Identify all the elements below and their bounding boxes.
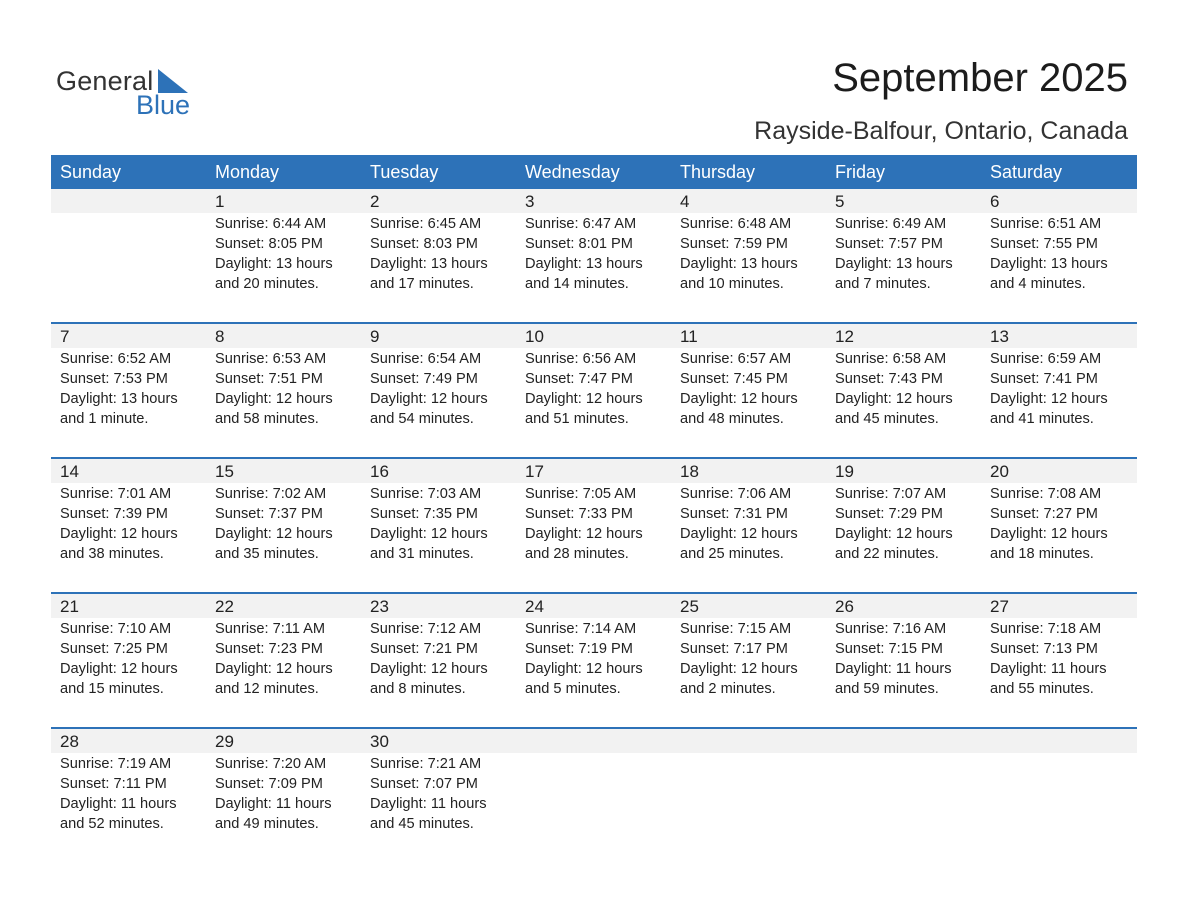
week-row bbox=[51, 594, 1137, 729]
sunset-text: Sunset: 7:09 PM bbox=[215, 776, 323, 792]
empty-day-cell bbox=[981, 729, 1136, 834]
day-info bbox=[525, 214, 671, 294]
day-cell bbox=[516, 459, 671, 564]
day-cell bbox=[671, 594, 826, 699]
day-info bbox=[370, 484, 516, 564]
day-number: 18 bbox=[680, 462, 699, 481]
daylight-text: Daylight: 11 hours bbox=[835, 661, 952, 677]
logo bbox=[56, 66, 216, 122]
minutes-text: and 54 minutes. bbox=[370, 411, 474, 427]
sunset-text: Sunset: 7:33 PM bbox=[525, 506, 633, 522]
day-info bbox=[680, 484, 826, 564]
day-cell bbox=[51, 324, 206, 429]
day-info bbox=[60, 619, 206, 699]
weekday-thursday: Thursday bbox=[680, 162, 756, 182]
day-number: 13 bbox=[990, 327, 1009, 346]
day-number: 24 bbox=[525, 597, 544, 616]
sunrise-text: Sunrise: 7:21 AM bbox=[370, 756, 482, 772]
empty-day-cell bbox=[51, 189, 206, 294]
sunrise-text: Sunrise: 7:01 AM bbox=[60, 486, 172, 502]
day-number: 7 bbox=[60, 327, 70, 346]
sunset-text: Sunset: 7:47 PM bbox=[525, 371, 633, 387]
daylight-text: Daylight: 12 hours bbox=[990, 526, 1108, 542]
day-cell bbox=[826, 324, 981, 429]
day-number: 21 bbox=[60, 597, 79, 616]
minutes-text: and 25 minutes. bbox=[680, 546, 784, 562]
sunset-text: Sunset: 7:51 PM bbox=[215, 371, 323, 387]
sunrise-text: Sunrise: 7:03 AM bbox=[370, 486, 482, 502]
day-cell bbox=[206, 189, 361, 294]
page-title: September 2025 bbox=[832, 56, 1128, 100]
minutes-text: and 7 minutes. bbox=[835, 276, 931, 292]
sunrise-text: Sunrise: 7:06 AM bbox=[680, 486, 792, 502]
day-cell bbox=[361, 189, 516, 294]
day-info bbox=[525, 484, 671, 564]
daylight-text: Daylight: 12 hours bbox=[835, 391, 953, 407]
minutes-text: and 48 minutes. bbox=[680, 411, 784, 427]
sunrise-text: Sunrise: 7:19 AM bbox=[60, 756, 172, 772]
logo-general-text: General bbox=[56, 66, 154, 96]
daylight-text: Daylight: 12 hours bbox=[835, 526, 953, 542]
daylight-text: Daylight: 12 hours bbox=[680, 526, 798, 542]
sunrise-text: Sunrise: 7:14 AM bbox=[525, 621, 637, 637]
weekday-sunday: Sunday bbox=[60, 162, 122, 182]
day-number: 2 bbox=[370, 192, 380, 211]
minutes-text: and 1 minute. bbox=[60, 411, 149, 427]
day-number: 3 bbox=[525, 192, 535, 211]
sunset-text: Sunset: 7:45 PM bbox=[680, 371, 788, 387]
sunrise-text: Sunrise: 7:07 AM bbox=[835, 486, 947, 502]
sunset-text: Sunset: 7:41 PM bbox=[990, 371, 1098, 387]
daylight-text: Daylight: 12 hours bbox=[370, 526, 488, 542]
logo-blue-text: Blue bbox=[136, 90, 191, 120]
empty-day-cell bbox=[671, 729, 826, 834]
minutes-text: and 22 minutes. bbox=[835, 546, 939, 562]
day-number: 19 bbox=[835, 462, 854, 481]
daylight-text: Daylight: 13 hours bbox=[835, 256, 953, 272]
minutes-text: and 12 minutes. bbox=[215, 681, 319, 697]
minutes-text: and 2 minutes. bbox=[680, 681, 776, 697]
day-number: 25 bbox=[680, 597, 699, 616]
empty-day-cell bbox=[826, 729, 981, 834]
sunrise-text: Sunrise: 7:15 AM bbox=[680, 621, 792, 637]
day-cell bbox=[671, 324, 826, 429]
minutes-text: and 55 minutes. bbox=[990, 681, 1094, 697]
daylight-text: Daylight: 12 hours bbox=[215, 526, 333, 542]
minutes-text: and 5 minutes. bbox=[525, 681, 621, 697]
daylight-text: Daylight: 12 hours bbox=[370, 661, 488, 677]
daylight-text: Daylight: 13 hours bbox=[525, 256, 643, 272]
empty-day-cell bbox=[516, 729, 671, 834]
sunrise-text: Sunrise: 7:05 AM bbox=[525, 486, 637, 502]
daylight-text: Daylight: 12 hours bbox=[215, 661, 333, 677]
sunrise-text: Sunrise: 6:59 AM bbox=[990, 351, 1102, 367]
sunrise-text: Sunrise: 6:54 AM bbox=[370, 351, 482, 367]
day-info bbox=[215, 214, 361, 294]
sunset-text: Sunset: 7:57 PM bbox=[835, 236, 943, 252]
day-cell bbox=[361, 459, 516, 564]
day-number: 11 bbox=[680, 327, 698, 346]
week-days bbox=[51, 459, 1137, 564]
sunset-text: Sunset: 7:17 PM bbox=[680, 641, 788, 657]
minutes-text: and 51 minutes. bbox=[525, 411, 629, 427]
weekday-friday: Friday bbox=[835, 162, 886, 182]
sunset-text: Sunset: 7:25 PM bbox=[60, 641, 168, 657]
day-number: 6 bbox=[990, 192, 1000, 211]
week-row bbox=[51, 189, 1137, 324]
day-info bbox=[215, 349, 361, 429]
day-cell bbox=[516, 189, 671, 294]
day-info bbox=[370, 619, 516, 699]
minutes-text: and 18 minutes. bbox=[990, 546, 1094, 562]
sunset-text: Sunset: 8:03 PM bbox=[370, 236, 478, 252]
sunset-text: Sunset: 7:49 PM bbox=[370, 371, 478, 387]
day-info bbox=[835, 484, 981, 564]
day-cell bbox=[981, 594, 1136, 699]
sunset-text: Sunset: 7:43 PM bbox=[835, 371, 943, 387]
location-subtitle: Rayside-Balfour, Ontario, Canada bbox=[754, 117, 1128, 145]
sunrise-text: Sunrise: 6:52 AM bbox=[60, 351, 172, 367]
day-number: 9 bbox=[370, 327, 380, 346]
day-number: 1 bbox=[215, 192, 225, 211]
day-number: 4 bbox=[680, 192, 690, 211]
day-info bbox=[370, 214, 516, 294]
calendar bbox=[51, 155, 1137, 864]
weekday-header bbox=[51, 155, 1137, 189]
sunrise-text: Sunrise: 6:56 AM bbox=[525, 351, 637, 367]
day-number: 20 bbox=[990, 462, 1009, 481]
day-cell bbox=[516, 324, 671, 429]
sunset-text: Sunset: 7:15 PM bbox=[835, 641, 943, 657]
day-info bbox=[835, 214, 981, 294]
day-number: 22 bbox=[215, 597, 234, 616]
day-number: 12 bbox=[835, 327, 854, 346]
daylight-text: Daylight: 12 hours bbox=[990, 391, 1108, 407]
day-info bbox=[60, 349, 206, 429]
day-cell bbox=[981, 324, 1136, 429]
minutes-text: and 31 minutes. bbox=[370, 546, 474, 562]
sunrise-text: Sunrise: 6:49 AM bbox=[835, 216, 947, 232]
sunrise-text: Sunrise: 7:11 AM bbox=[215, 621, 326, 637]
daylight-text: Daylight: 11 hours bbox=[370, 796, 487, 812]
week-row bbox=[51, 729, 1137, 864]
sunset-text: Sunset: 7:37 PM bbox=[215, 506, 323, 522]
daylight-text: Daylight: 12 hours bbox=[370, 391, 488, 407]
sunset-text: Sunset: 7:59 PM bbox=[680, 236, 788, 252]
sunset-text: Sunset: 7:23 PM bbox=[215, 641, 323, 657]
sunrise-text: Sunrise: 6:48 AM bbox=[680, 216, 792, 232]
day-info bbox=[370, 754, 516, 834]
day-info bbox=[990, 619, 1136, 699]
sunrise-text: Sunrise: 6:47 AM bbox=[525, 216, 637, 232]
daylight-text: Daylight: 12 hours bbox=[680, 391, 798, 407]
daylight-text: Daylight: 11 hours bbox=[215, 796, 332, 812]
sunset-text: Sunset: 8:05 PM bbox=[215, 236, 323, 252]
minutes-text: and 28 minutes. bbox=[525, 546, 629, 562]
minutes-text: and 15 minutes. bbox=[60, 681, 164, 697]
day-number: 15 bbox=[215, 462, 234, 481]
day-info bbox=[60, 754, 206, 834]
day-info bbox=[680, 214, 826, 294]
day-cell bbox=[51, 594, 206, 699]
sunrise-text: Sunrise: 6:58 AM bbox=[835, 351, 947, 367]
day-cell bbox=[671, 189, 826, 294]
daylight-text: Daylight: 11 hours bbox=[990, 661, 1107, 677]
sunset-text: Sunset: 7:07 PM bbox=[370, 776, 478, 792]
sunrise-text: Sunrise: 7:02 AM bbox=[215, 486, 327, 502]
sunset-text: Sunset: 7:53 PM bbox=[60, 371, 168, 387]
day-info bbox=[835, 349, 981, 429]
minutes-text: and 20 minutes. bbox=[215, 276, 319, 292]
week-row bbox=[51, 324, 1137, 459]
sunset-text: Sunset: 8:01 PM bbox=[525, 236, 633, 252]
day-info bbox=[215, 619, 361, 699]
sunrise-text: Sunrise: 7:20 AM bbox=[215, 756, 327, 772]
weekday-tuesday: Tuesday bbox=[370, 162, 439, 182]
minutes-text: and 8 minutes. bbox=[370, 681, 466, 697]
day-info bbox=[525, 619, 671, 699]
daylight-text: Daylight: 12 hours bbox=[215, 391, 333, 407]
sunrise-text: Sunrise: 6:57 AM bbox=[680, 351, 792, 367]
weekday-monday: Monday bbox=[215, 162, 280, 182]
sunset-text: Sunset: 7:31 PM bbox=[680, 506, 788, 522]
week-days bbox=[51, 594, 1137, 699]
day-number: 26 bbox=[835, 597, 854, 616]
sunset-text: Sunset: 7:13 PM bbox=[990, 641, 1098, 657]
sunrise-text: Sunrise: 6:45 AM bbox=[370, 216, 482, 232]
minutes-text: and 52 minutes. bbox=[60, 816, 164, 832]
day-cell bbox=[826, 594, 981, 699]
day-cell bbox=[361, 729, 516, 834]
day-cell bbox=[671, 459, 826, 564]
sunrise-text: Sunrise: 7:16 AM bbox=[835, 621, 947, 637]
day-cell bbox=[206, 324, 361, 429]
daylight-text: Daylight: 13 hours bbox=[60, 391, 178, 407]
calendar-weeks bbox=[51, 189, 1137, 864]
day-number: 14 bbox=[60, 462, 79, 481]
day-number: 17 bbox=[525, 462, 544, 481]
day-cell bbox=[51, 729, 206, 834]
sunrise-text: Sunrise: 6:51 AM bbox=[990, 216, 1102, 232]
sunrise-text: Sunrise: 7:12 AM bbox=[370, 621, 482, 637]
daylight-text: Daylight: 12 hours bbox=[60, 526, 178, 542]
sunrise-text: Sunrise: 6:44 AM bbox=[215, 216, 327, 232]
sunset-text: Sunset: 7:55 PM bbox=[990, 236, 1098, 252]
minutes-text: and 10 minutes. bbox=[680, 276, 784, 292]
daylight-text: Daylight: 12 hours bbox=[525, 661, 643, 677]
day-info bbox=[990, 214, 1136, 294]
day-number: 10 bbox=[525, 327, 544, 346]
day-cell bbox=[981, 459, 1136, 564]
day-info bbox=[680, 349, 826, 429]
minutes-text: and 49 minutes. bbox=[215, 816, 319, 832]
week-days bbox=[51, 729, 1137, 834]
minutes-text: and 4 minutes. bbox=[990, 276, 1086, 292]
day-cell bbox=[206, 594, 361, 699]
daylight-text: Daylight: 11 hours bbox=[60, 796, 177, 812]
weekday-saturday: Saturday bbox=[990, 162, 1063, 182]
day-info bbox=[835, 619, 981, 699]
day-info bbox=[990, 349, 1136, 429]
sunrise-text: Sunrise: 6:53 AM bbox=[215, 351, 327, 367]
day-cell bbox=[51, 459, 206, 564]
weekday-wednesday: Wednesday bbox=[525, 162, 620, 182]
daylight-text: Daylight: 13 hours bbox=[215, 256, 333, 272]
sunset-text: Sunset: 7:39 PM bbox=[60, 506, 168, 522]
day-number: 8 bbox=[215, 327, 225, 346]
day-number: 30 bbox=[370, 732, 389, 751]
sunset-text: Sunset: 7:35 PM bbox=[370, 506, 478, 522]
day-number: 29 bbox=[215, 732, 234, 751]
day-info bbox=[525, 349, 671, 429]
minutes-text: and 58 minutes. bbox=[215, 411, 319, 427]
minutes-text: and 35 minutes. bbox=[215, 546, 319, 562]
minutes-text: and 14 minutes. bbox=[525, 276, 629, 292]
day-cell bbox=[361, 324, 516, 429]
sunrise-text: Sunrise: 7:18 AM bbox=[990, 621, 1102, 637]
day-cell bbox=[981, 189, 1136, 294]
week-days bbox=[51, 189, 1137, 294]
minutes-text: and 45 minutes. bbox=[370, 816, 474, 832]
day-cell bbox=[516, 594, 671, 699]
day-info bbox=[370, 349, 516, 429]
daylight-text: Daylight: 13 hours bbox=[990, 256, 1108, 272]
minutes-text: and 45 minutes. bbox=[835, 411, 939, 427]
day-number: 16 bbox=[370, 462, 389, 481]
day-number: 5 bbox=[835, 192, 845, 211]
sunrise-text: Sunrise: 7:10 AM bbox=[60, 621, 172, 637]
sunrise-text: Sunrise: 7:08 AM bbox=[990, 486, 1102, 502]
day-info bbox=[990, 484, 1136, 564]
sunset-text: Sunset: 7:29 PM bbox=[835, 506, 943, 522]
minutes-text: and 38 minutes. bbox=[60, 546, 164, 562]
day-cell bbox=[361, 594, 516, 699]
sunset-text: Sunset: 7:11 PM bbox=[60, 776, 167, 792]
minutes-text: and 41 minutes. bbox=[990, 411, 1094, 427]
day-cell bbox=[826, 459, 981, 564]
daylight-text: Daylight: 12 hours bbox=[525, 526, 643, 542]
week-row bbox=[51, 459, 1137, 594]
day-info bbox=[215, 754, 361, 834]
day-number: 28 bbox=[60, 732, 79, 751]
minutes-text: and 17 minutes. bbox=[370, 276, 474, 292]
day-cell bbox=[206, 459, 361, 564]
day-info bbox=[680, 619, 826, 699]
daylight-text: Daylight: 13 hours bbox=[680, 256, 798, 272]
sunset-text: Sunset: 7:27 PM bbox=[990, 506, 1098, 522]
sunset-text: Sunset: 7:19 PM bbox=[525, 641, 633, 657]
week-days bbox=[51, 324, 1137, 429]
day-info bbox=[215, 484, 361, 564]
day-number: 23 bbox=[370, 597, 389, 616]
day-info bbox=[60, 484, 206, 564]
day-number: 27 bbox=[990, 597, 1009, 616]
daylight-text: Daylight: 12 hours bbox=[525, 391, 643, 407]
daylight-text: Daylight: 12 hours bbox=[680, 661, 798, 677]
day-cell bbox=[206, 729, 361, 834]
sunset-text: Sunset: 7:21 PM bbox=[370, 641, 478, 657]
daylight-text: Daylight: 13 hours bbox=[370, 256, 488, 272]
daylight-text: Daylight: 12 hours bbox=[60, 661, 178, 677]
day-cell bbox=[826, 189, 981, 294]
minutes-text: and 59 minutes. bbox=[835, 681, 939, 697]
